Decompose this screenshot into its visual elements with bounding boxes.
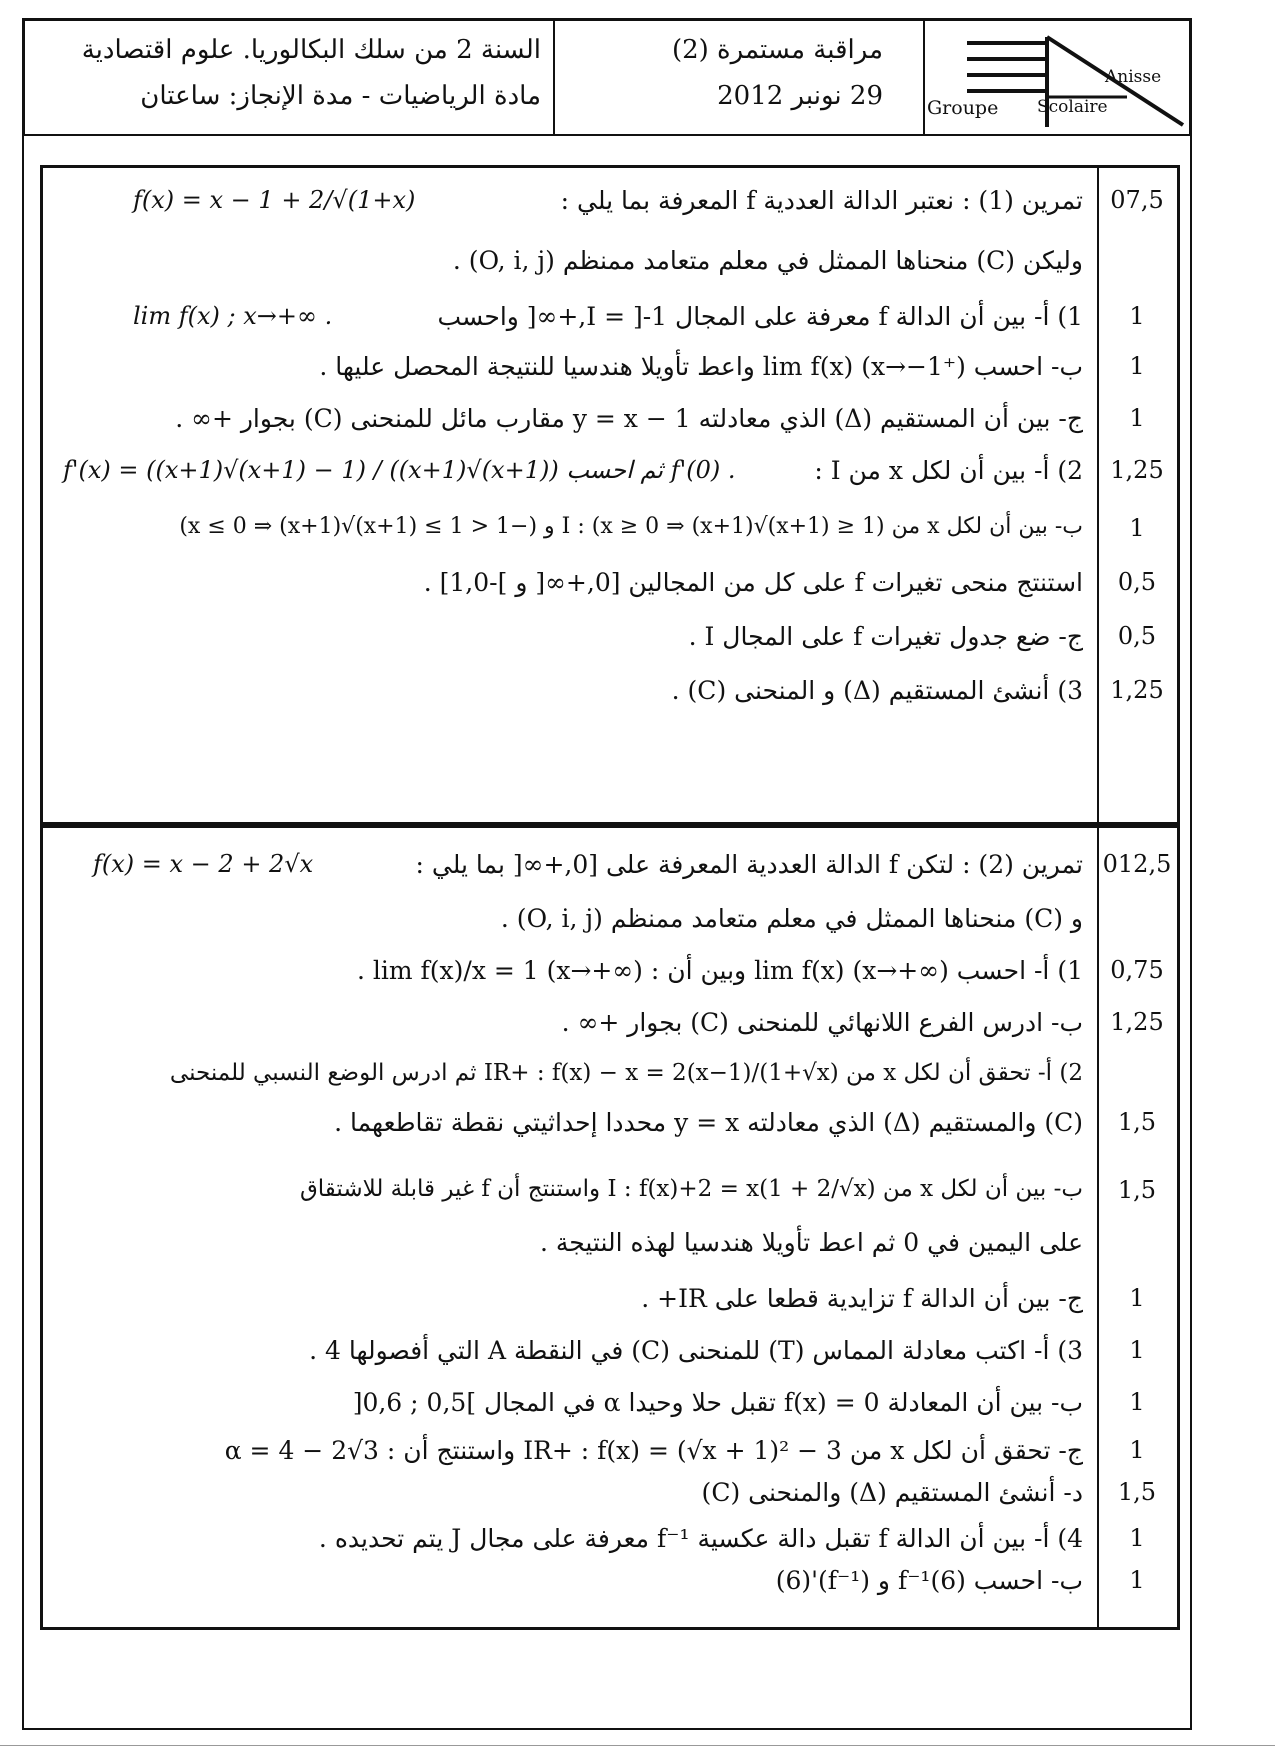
ex2-curve-def: و (C) منحناها الممثل في معلم متعامد ممنظم (O, i, j) . <box>500 904 1083 933</box>
ex1-row-9 <box>43 618 1157 658</box>
school-line-1: السنة 2 من سلك البكالوريا. علوم اقتصادية <box>81 35 541 65</box>
ex1-function-formula: f(x) = x − 1 + 2/√(1+x) <box>133 186 416 214</box>
ex1-row-5 <box>43 400 1145 440</box>
ex2-q4a: 4) أ- بين أن الدالة f تقبل دالة عكسية f⁻¹ معرفة على مجال J يتم تحديده . <box>318 1524 1083 1553</box>
ex2-q3a: 3) أ- اكتب معادلة المماس (T) للمنحنى (C) في النقطة A التي أفصولها 4 . <box>309 1336 1083 1365</box>
ex2-row-8 <box>43 1224 1097 1264</box>
ex2-q1b: ب- ادرس الفرع اللانهائي للمنحنى (C) بجوار +∞ . <box>561 1008 1083 1037</box>
header-exam-info <box>555 21 925 134</box>
ex1-q3: 3) أنشئ المستقيم (Δ) و المنحنى (C) . <box>671 676 1083 705</box>
ex2-row-13 <box>43 1474 1157 1514</box>
ex2-q4b-score: 1 <box>1129 1566 1145 1594</box>
ex2-row-1 <box>43 846 1172 886</box>
ex1-q1a-formula: lim f(x) ; x→+∞ . <box>133 302 333 330</box>
ex2-q2c-score: 1 <box>1129 1284 1145 1312</box>
ex1-q1b-score: 1 <box>1129 352 1145 380</box>
score-column <box>1097 828 1177 1627</box>
ex2-row-4 <box>43 1004 1164 1044</box>
ex1-curve-def: وليكن (C) منحناها الممثل في معلم متعامد ممنظم (O, i, j) . <box>452 246 1083 275</box>
ex2-q2b: ب- بين أن لكل x من I : f(x)+2 = x(1 + 2/√x) واستنتج أن f غير قابلة للاشتقاق <box>299 1176 1083 1202</box>
ex1-q1b: ب- احسب lim f(x) (x→−1⁺) واعط تأويلا هندسيا للنتيجة المحصل عليها . <box>319 352 1083 381</box>
ex1-points: 07,5 <box>1110 186 1164 214</box>
ex2-q4b: ب- احسب f⁻¹(6) و (f⁻¹)'(6) <box>775 1566 1083 1595</box>
ex2-q3b-score: 1 <box>1129 1388 1145 1416</box>
ex1-q2b: ب- بين أن لكل x من I : (x ≥ 0 ⇒ (x+1)√(x+1) ≥ 1) و (−1 < x ≤ 0 ⇒ (x+1)√(x+1) ≤ 1) <box>179 514 1083 539</box>
score-column <box>1097 168 1177 822</box>
ex2-statement: تمرين (2) : لتكن f الدالة العددية المعرفة على [0,+∞[ بما يلي : <box>415 850 1083 879</box>
ex2-q2a: 2) أ- تحقق أن لكل x من IR+ : f(x) − x = 2(x−1)/(1+√x) ثم ادرس الوضع النسبي للمنحنى <box>169 1060 1083 1086</box>
exam-header <box>22 18 1192 136</box>
ex2-row-9 <box>43 1280 1145 1320</box>
ex1-q2a-formula: f'(x) = ((x+1)√(x+1) − 1) / ((x+1)√(x+1)) ثم احسب f'(0) . <box>63 456 736 484</box>
logo-word-scolaire: Scolaire <box>1037 97 1108 117</box>
logo-word-groupe: Groupe <box>927 97 999 119</box>
exam-title: مراقبة مستمرة (2) <box>671 35 883 65</box>
ex2-q3d: د- أنشئ المستقيم (Δ) والمنحنى (C) <box>701 1478 1083 1507</box>
ex2-row-12 <box>43 1432 1145 1472</box>
exercise-1 <box>40 165 1180 825</box>
ex2-q3c: ج- تحقق أن لكل x من IR+ : f(x) = (√x + 1)² − 3 واستنتج أن : α = 4 − 2√3 <box>224 1436 1083 1465</box>
ex1-row-1 <box>43 182 1164 222</box>
ex2-q2a-score: 1,5 <box>1117 1108 1157 1136</box>
ex1-row-8 <box>43 564 1157 604</box>
ex2-q2b-score: 1,5 <box>1117 1176 1157 1204</box>
ex2-row-15 <box>43 1562 1145 1602</box>
ex2-q3a-score: 1 <box>1129 1336 1145 1364</box>
ex2-q3c-score: 1 <box>1129 1436 1145 1464</box>
ex1-q2c-score: 0,5 <box>1117 622 1157 650</box>
ex2-q3b: ب- بين أن المعادلة f(x) = 0 تقبل حلا وحيدا α في المجال ]0,5 ; 0,6[ <box>352 1388 1083 1417</box>
ex2-q4a-score: 1 <box>1129 1524 1145 1552</box>
ex2-q2b-cont: على اليمين في 0 ثم اعط تأويلا هندسيا لهذه النتيجة . <box>539 1228 1083 1257</box>
ex1-q1c-score: 1 <box>1129 404 1145 432</box>
logo-word-anisse: Anisse <box>1105 67 1162 87</box>
ex1-q2a: 2) أ- بين أن لكل x من I : <box>814 456 1083 485</box>
ex1-row-2 <box>43 242 1097 282</box>
ex1-row-7 <box>43 510 1145 550</box>
ex1-q3-score: 1,25 <box>1110 676 1164 704</box>
page-bottom-rule <box>0 1745 1275 1746</box>
header-school-info <box>25 21 555 134</box>
ex2-row-6 <box>43 1104 1157 1144</box>
ex2-row-5 <box>43 1056 1097 1096</box>
ex2-row-3 <box>43 952 1164 992</box>
exam-date: 29 نونبر 2012 <box>717 81 883 111</box>
header-logo-cell <box>925 21 1191 134</box>
ex2-q1b-score: 1,25 <box>1110 1008 1164 1036</box>
ex1-q2b-deduce-score: 0,5 <box>1117 568 1157 596</box>
ex1-q2b-score: 1 <box>1129 514 1145 542</box>
ex1-row-3 <box>43 298 1145 338</box>
exercise-2 <box>40 825 1180 1630</box>
ex1-q2b-deduce: استنتج منحى تغيرات f على كل من المجالين [0,+∞[ و ]-1,0] . <box>423 568 1083 597</box>
ex2-q3d-score: 1,5 <box>1117 1478 1157 1506</box>
ex1-row-10 <box>43 672 1164 712</box>
school-line-2: مادة الرياضيات - مدة الإنجاز: ساعتان <box>140 81 541 111</box>
ex1-row-6 <box>43 452 1164 492</box>
ex2-row-7 <box>43 1172 1157 1212</box>
ex2-q2c: ج- بين أن الدالة f تزايدية قطعا على IR+ . <box>641 1284 1083 1313</box>
ex2-points: 012,5 <box>1102 850 1172 878</box>
ex1-q2c: ج- ضع جدول تغيرات f على المجال I . <box>688 622 1083 651</box>
ex2-row-2 <box>43 900 1097 940</box>
ex1-q2a-score: 1,25 <box>1110 456 1164 484</box>
ex2-row-10 <box>43 1332 1145 1372</box>
ex2-q1a-score: 0,75 <box>1110 956 1164 984</box>
ex2-q2a-cont: (C) والمستقيم (Δ) الذي معادلته y = x محددا إحداثيتي نقطة تقاطعهما . <box>334 1108 1083 1137</box>
ex1-row-4 <box>43 348 1145 388</box>
ex2-q1a: 1) أ- احسب lim f(x) (x→+∞) وبين أن : lim f(x)/x = 1 (x→+∞) . <box>356 956 1083 985</box>
ex1-q1c: ج- بين أن المستقيم (Δ) الذي معادلته y = x − 1 مقارب مائل للمنحنى (C) بجوار +∞ . <box>175 404 1083 433</box>
ex2-row-14 <box>43 1520 1145 1560</box>
ex1-statement: تمرين (1) : نعتبر الدالة العددية f المعرفة بما يلي : <box>560 186 1083 215</box>
ex2-row-11 <box>43 1384 1145 1424</box>
ex2-function-formula: f(x) = x − 2 + 2√x <box>93 850 314 878</box>
ex1-q1a: 1) أ- بين أن الدالة f معرفة على المجال I = ]-1,+∞[ واحسب <box>437 302 1083 331</box>
ex1-q1a-score: 1 <box>1129 302 1145 330</box>
